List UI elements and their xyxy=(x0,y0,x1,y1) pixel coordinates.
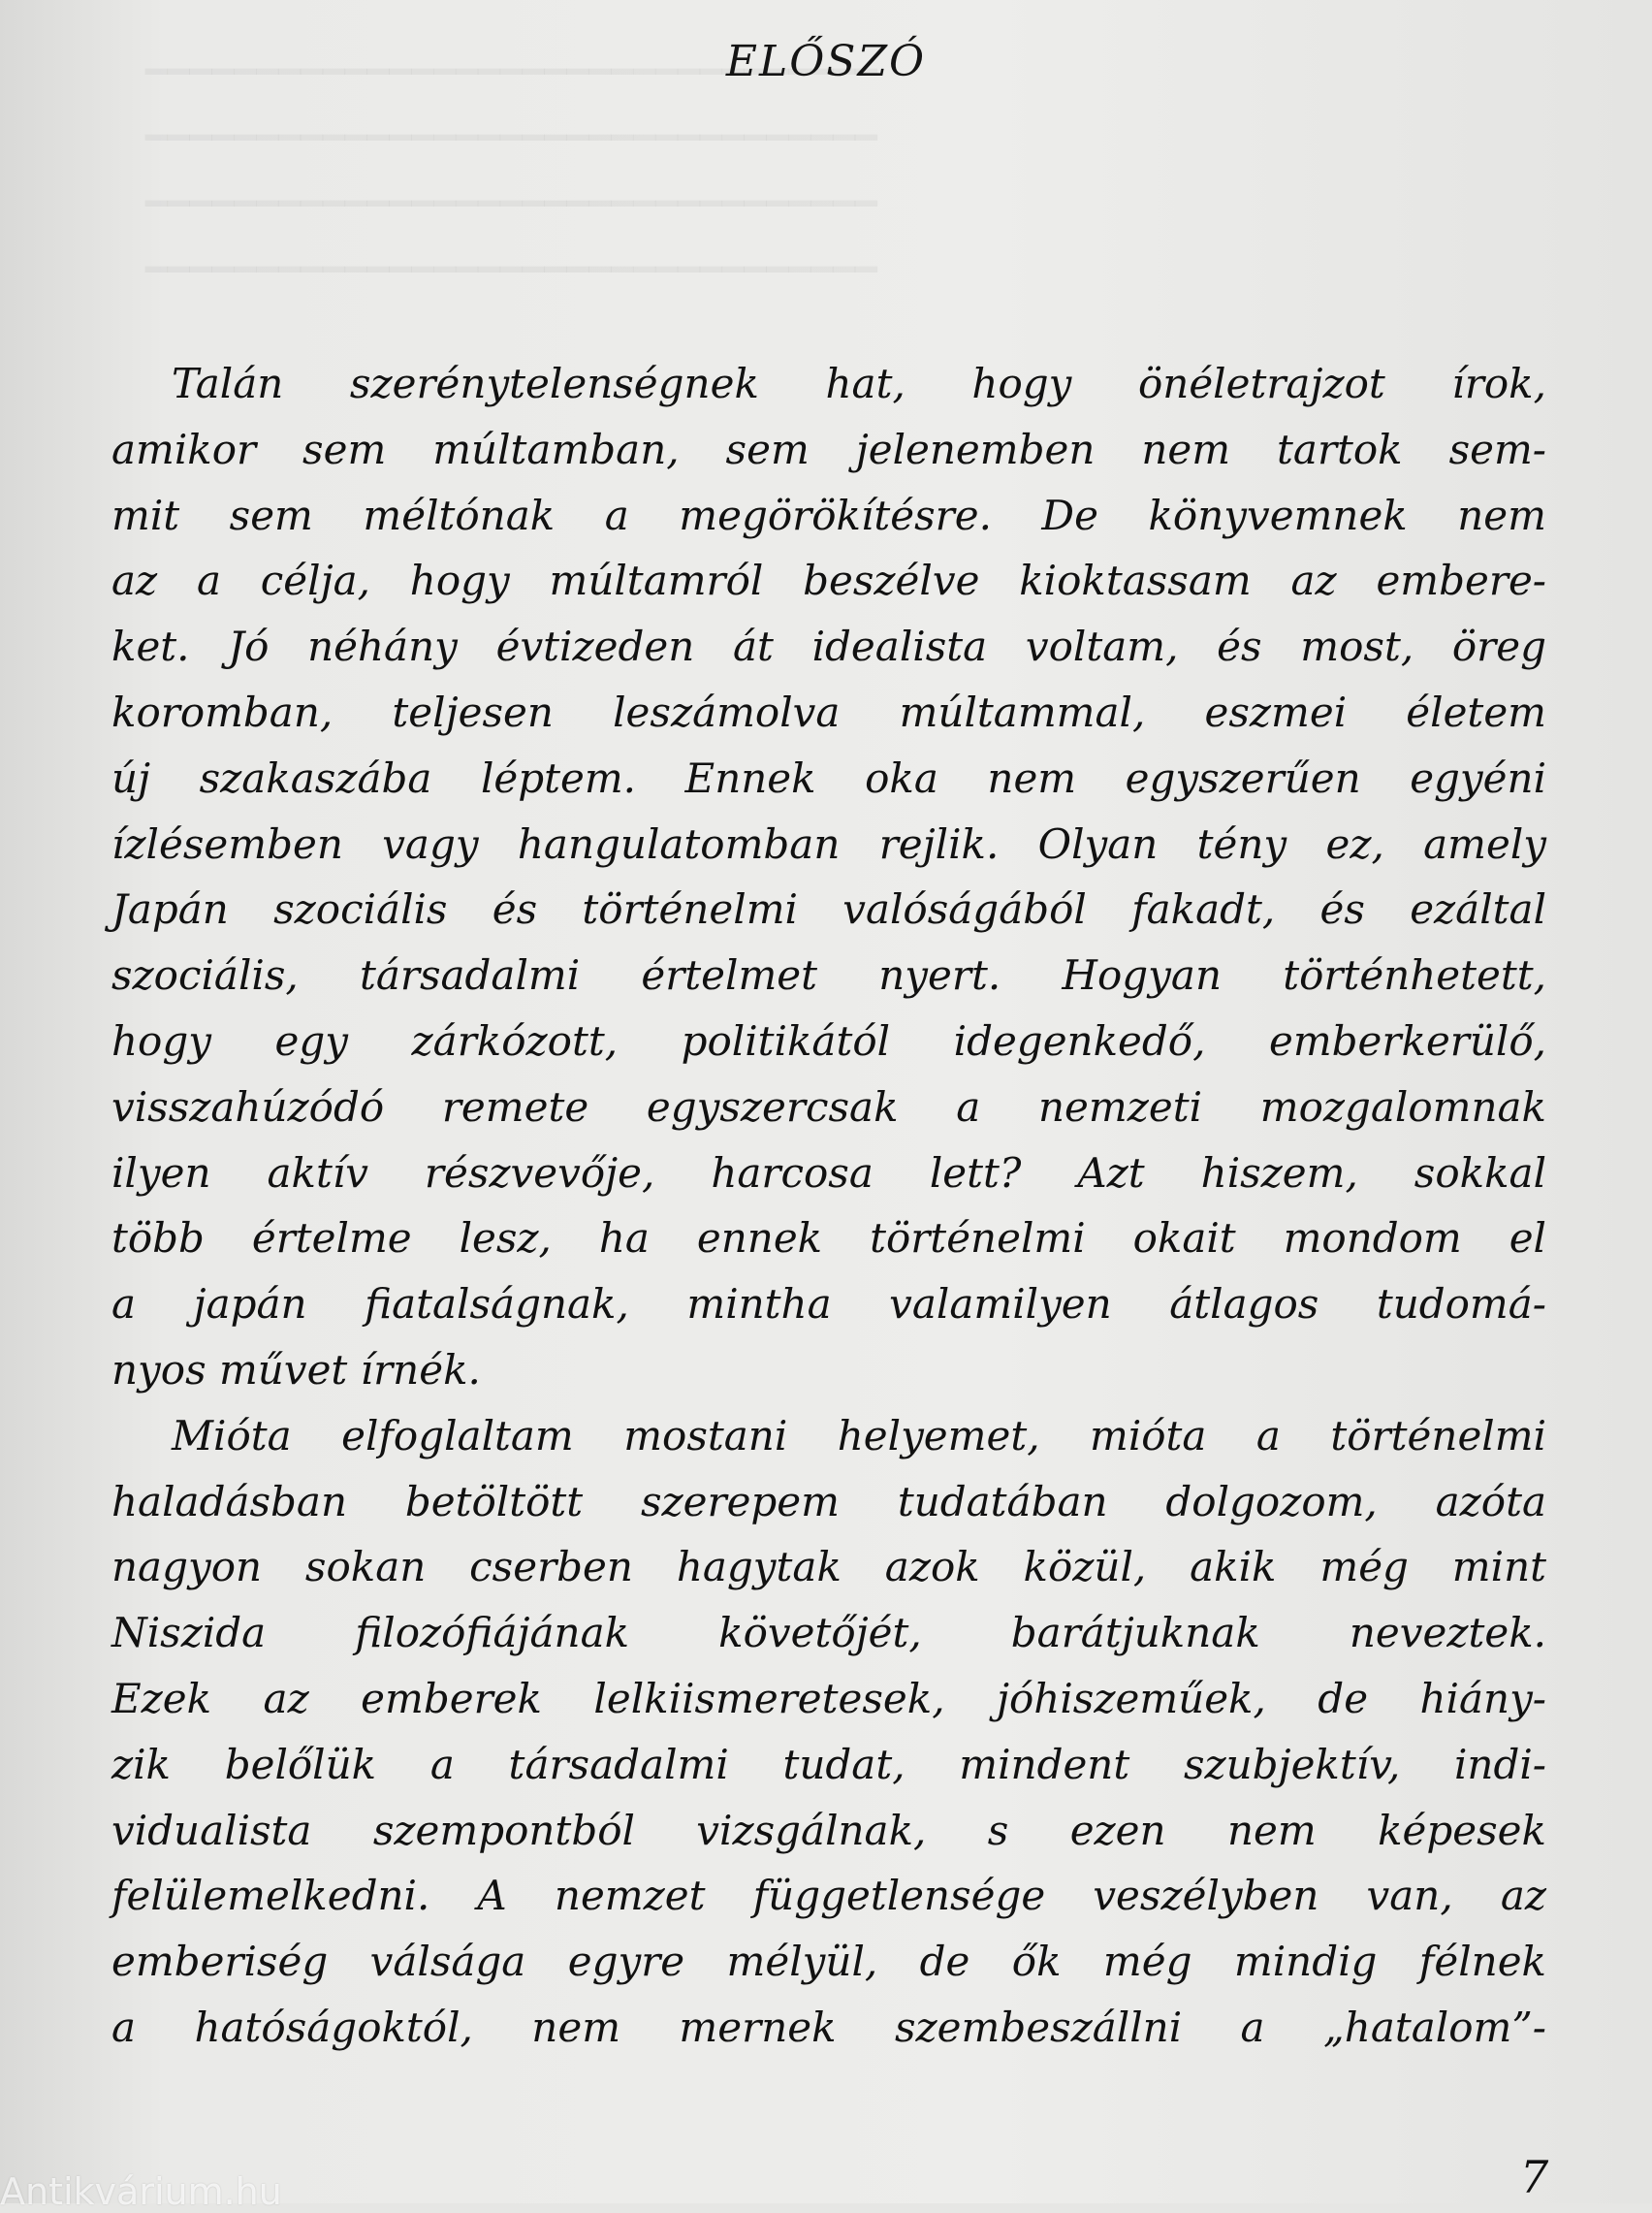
text-line: visszahúzódó remete egyszercsak a nemzeti mozgalomnak xyxy=(111,1082,1546,1131)
text-line: zik belőlük a társadalmi tudat, mindent szubjektív, indi- xyxy=(111,1740,1546,1788)
text-line: vidualista szempontból vizsgálnak, s ezen nem képesek xyxy=(111,1806,1546,1854)
paragraph xyxy=(111,351,1546,1403)
text-line: felülemelkedni. A nemzet függetlensége veszélyben van, az xyxy=(111,1872,1546,1920)
text-line: amikor sem múltamban, sem jelenemben nem tartok sem- xyxy=(111,425,1546,473)
body-text xyxy=(111,351,1546,2061)
text-line: haladásban betöltött szerepem tudatában dolgozom, azóta xyxy=(111,1477,1546,1525)
text-line: ket. Jó néhány évtizeden át idealista voltam, és most, öreg xyxy=(111,623,1546,671)
text-line: emberiség válsága egyre mélyül, de ők még mindig félnek xyxy=(111,1938,1546,1986)
watermark: Antikvárium.hu xyxy=(0,2170,282,2213)
text-line: Ezek az emberek lelkiismeretesek, jóhiszeműek, de hiány- xyxy=(111,1674,1546,1722)
text-line: a hatóságoktól, nem mernek szembeszállni a „hatalom”- xyxy=(111,2003,1546,2051)
text-line: Japán szociális és történelmi valóságából fakadt, és ezáltal xyxy=(111,885,1546,934)
text-line: Niszida filozófiájának követőjét, barátjuknak neveztek. xyxy=(111,1609,1546,1657)
text-line: hogy egy zárkózott, politikától idegenkedő, emberkerülő, xyxy=(111,1016,1546,1065)
text-line: ilyen aktív részvevője, harcosa lett? Azt hiszem, sokkal xyxy=(111,1148,1546,1197)
text-line: nyos művet írnék. xyxy=(111,1345,481,1394)
text-line: Talán szerénytelenségnek hat, hogy önéletrajzot írok, xyxy=(172,360,1546,407)
text-line: új szakaszába léptem. Ennek oka nem egyszerűen egyéni xyxy=(111,754,1546,802)
page-number: 7 xyxy=(1520,2151,1549,2203)
text-line: több értelme lesz, ha ennek történelmi okait mondom el xyxy=(111,1214,1546,1263)
text-line: szociális, társadalmi értelmet nyert. Hogyan történhetett, xyxy=(111,951,1546,1000)
text-line: mit sem méltónak a megörökítésre. De könyvemnek nem xyxy=(111,491,1546,539)
page-title: ELŐSZÓ xyxy=(725,37,927,86)
text-line: koromban, teljesen leszámolva múltammal, eszmei életem xyxy=(111,688,1546,736)
text-line: nagyon sokan cserben hagytak azok közül, akik még mint xyxy=(111,1543,1546,1591)
text-line: az a célja, hogy múltamról beszélve kioktassam az embere- xyxy=(111,557,1546,605)
text-line: Mióta elfoglaltam mostani helyemet, mióta a történelmi xyxy=(172,1411,1546,1459)
text-line: ízlésemben vagy hangulatomban rejlik. Olyan tény ez, amely xyxy=(111,819,1546,868)
text-line: a japán fiatalságnak, mintha valamilyen átlagos tudomá- xyxy=(111,1280,1546,1329)
paragraph xyxy=(111,1403,1546,2061)
